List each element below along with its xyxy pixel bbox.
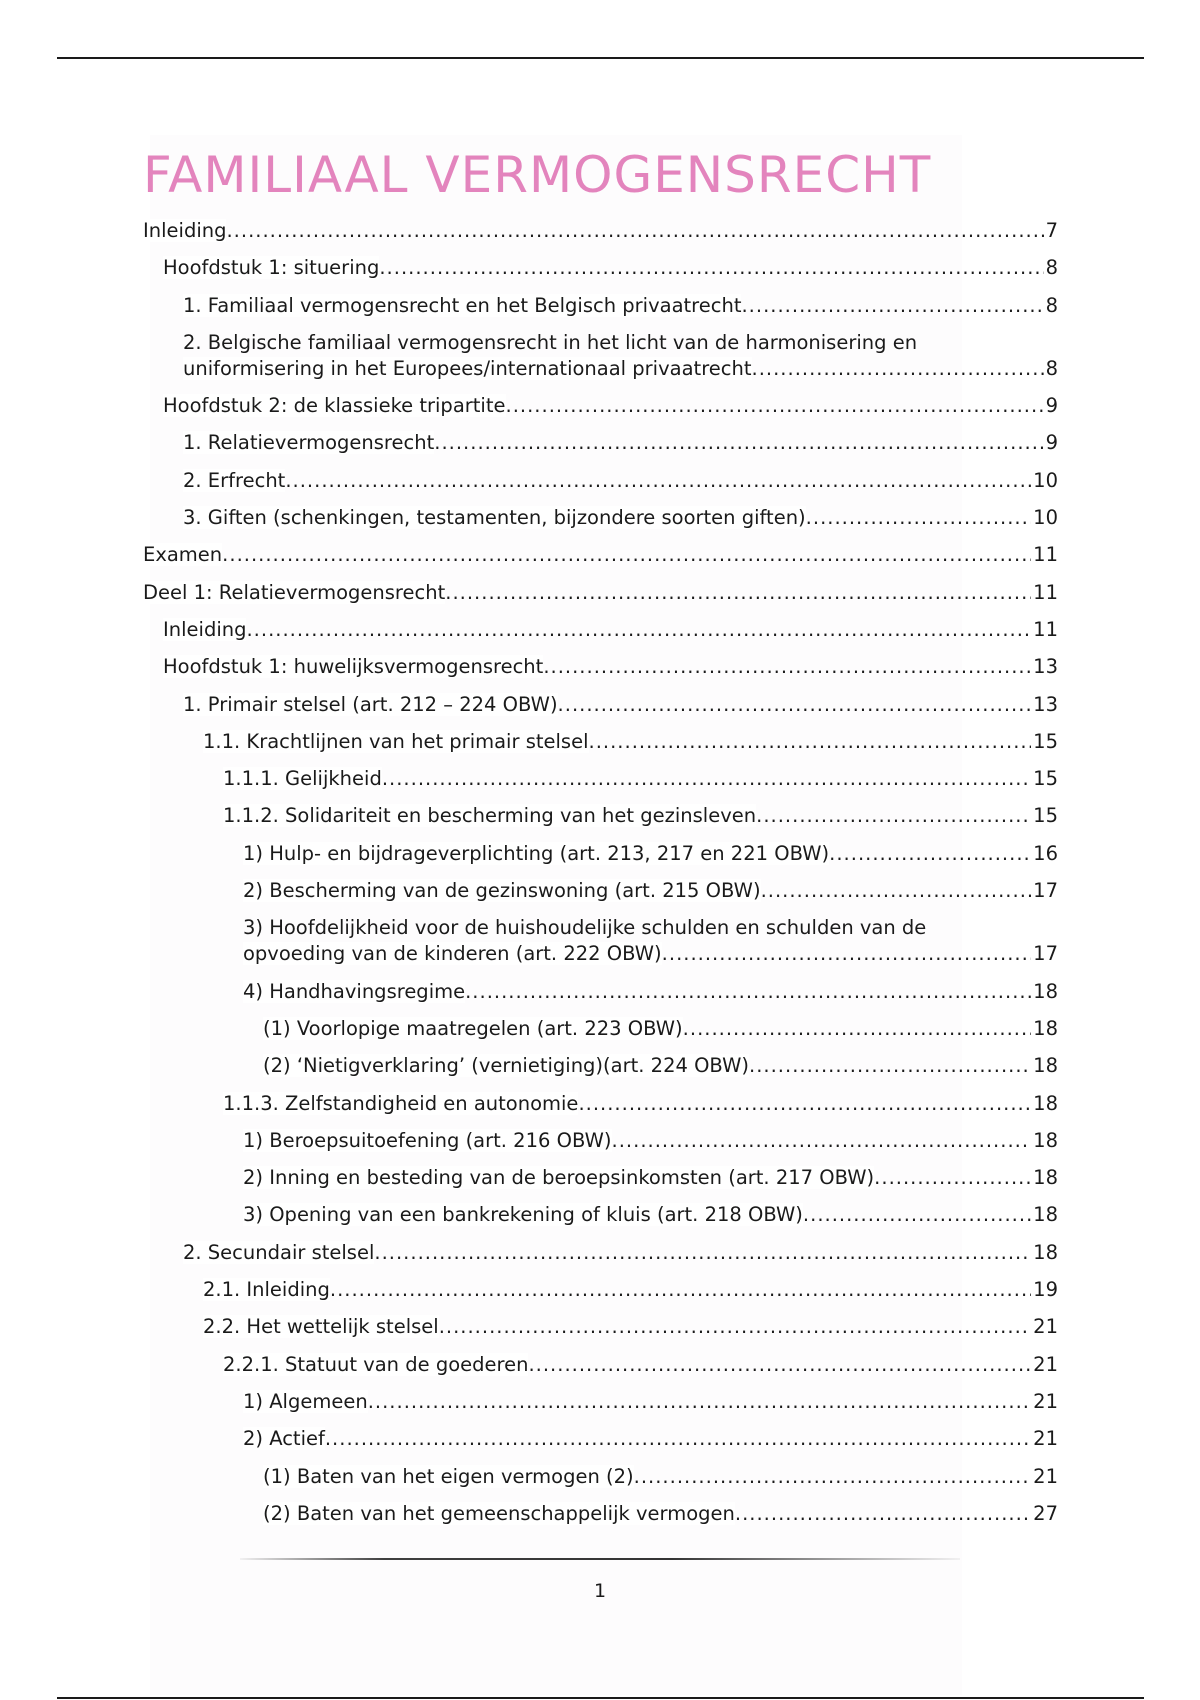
- toc-entry-label: 1) Beroepsuitoefening (art. 216 OBW): [243, 1128, 612, 1152]
- toc-entry-label: Hoofdstuk 2: de klassieke tripartite: [163, 394, 506, 418]
- toc-entry-label: (1) Baten van het eigen vermogen (2): [263, 1464, 634, 1488]
- toc-entry[interactable]: [143, 1389, 1058, 1415]
- toc-entry-page: 13: [1033, 655, 1058, 679]
- toc-entry-page: 10: [1033, 506, 1058, 530]
- toc-entry-page: 21: [1033, 1315, 1058, 1339]
- toc-entry-label: 1) Hulp- en bijdrageverplichting (art. 213, 217 en 221 OBW): [243, 841, 830, 865]
- toc-entry[interactable]: [143, 803, 1058, 829]
- toc-entry[interactable]: [143, 468, 1058, 494]
- toc-entry-label: 2.2.1. Statuut van de goederen: [223, 1352, 529, 1376]
- toc-entry-label: Hoofdstuk 1: huwelijksvermogensrecht: [163, 655, 544, 679]
- toc-entry-page: 15: [1033, 804, 1058, 828]
- toc-entry-page: 18: [1033, 1203, 1058, 1227]
- toc-entry-label: (2) ‘Nietigverklaring’ (vernietiging)(art. 224 OBW): [263, 1054, 749, 1078]
- toc-entry[interactable]: [143, 1053, 1058, 1079]
- table-of-contents: [143, 218, 1058, 1538]
- toc-entry-label: 3) Opening van een bankrekening of kluis (art. 218 OBW): [243, 1203, 803, 1227]
- toc-entry-page: 18: [1033, 979, 1058, 1003]
- toc-entry[interactable]: [143, 330, 1058, 382]
- toc-entry[interactable]: [143, 1091, 1058, 1117]
- toc-entry-label: 2. Belgische familiaal vermogensrecht in het licht van de harmonisering en: [183, 330, 918, 354]
- toc-entry-page: 16: [1033, 841, 1058, 865]
- toc-entry-label: 2) Bescherming van de gezinswoning (art. 215 OBW): [243, 879, 761, 903]
- toc-entry[interactable]: [143, 1426, 1058, 1452]
- toc-entry-page: 8: [1045, 293, 1058, 317]
- toc-entry[interactable]: [143, 1501, 1058, 1527]
- toc-entry-page: 9: [1045, 431, 1058, 455]
- toc-entry-label: 1) Algemeen: [243, 1389, 368, 1413]
- toc-entry[interactable]: [143, 766, 1058, 792]
- toc-entry[interactable]: [143, 393, 1058, 419]
- toc-entry-label: 2.1. Inleiding: [203, 1278, 330, 1302]
- toc-entry-label: 3. Giften (schenkingen, testamenten, bijzondere soorten giften): [183, 506, 806, 530]
- footer-rule: [240, 1558, 960, 1560]
- toc-entry-page: 18: [1033, 1091, 1058, 1115]
- toc-entry-page: 7: [1045, 219, 1058, 242]
- top-rule: [57, 57, 1144, 59]
- toc-entry[interactable]: [143, 878, 1058, 904]
- toc-entry-label: 1.1. Krachtlijnen van het primair stelsel: [203, 729, 589, 753]
- toc-entry-label: Hoofdstuk 1: situering: [163, 256, 380, 280]
- toc-entry-label: 2. Erfrecht: [183, 468, 286, 492]
- toc-entry-label: 1. Primair stelsel (art. 212 – 224 OBW): [183, 692, 558, 716]
- toc-entry-page: 18: [1033, 1166, 1058, 1190]
- toc-entry[interactable]: [143, 255, 1058, 281]
- toc-entry-page: 13: [1033, 692, 1058, 716]
- toc-entry[interactable]: [143, 1352, 1058, 1378]
- toc-entry[interactable]: [143, 1128, 1058, 1154]
- toc-entry-page: 27: [1033, 1501, 1058, 1525]
- toc-entry[interactable]: [143, 915, 1058, 967]
- toc-entry-label: Deel 1: Relatievermogensrecht: [143, 580, 446, 604]
- toc-entry-page: 17: [1033, 942, 1058, 966]
- toc-entry[interactable]: [143, 1016, 1058, 1042]
- toc-entry[interactable]: [143, 1202, 1058, 1228]
- toc-entry[interactable]: [143, 729, 1058, 755]
- toc-entry-label: 1.1.2. Solidariteit en bescherming van het gezinsleven: [223, 804, 757, 828]
- toc-entry-label: 2) Actief: [243, 1427, 325, 1451]
- toc-entry-label: 1.1.3. Zelfstandigheid en autonomie: [223, 1091, 579, 1115]
- toc-entry[interactable]: [143, 1165, 1058, 1191]
- toc-entry-label: 4) Handhavingsregime: [243, 979, 466, 1003]
- page-number: 1: [593, 1580, 607, 1602]
- toc-entry[interactable]: [143, 1277, 1058, 1303]
- toc-entry[interactable]: [143, 617, 1058, 643]
- toc-entry-label: (2) Baten van het gemeenschappelijk vermogen: [263, 1501, 735, 1525]
- toc-entry[interactable]: [143, 542, 1058, 568]
- toc-entry-page: 18: [1033, 1128, 1058, 1152]
- toc-entry-label: Examen: [143, 543, 223, 567]
- toc-entry-label: 2. Secundair stelsel: [183, 1240, 375, 1264]
- toc-entry-page: 21: [1033, 1464, 1058, 1488]
- bottom-rule: [57, 1697, 1144, 1699]
- toc-entry-label: 1. Familiaal vermogensrecht en het Belgisch privaatrecht: [183, 293, 742, 317]
- toc-entry-page: 18: [1033, 1054, 1058, 1078]
- toc-entry-label: Inleiding: [143, 219, 227, 242]
- toc-entry-page: 21: [1033, 1352, 1058, 1376]
- document-title: FAMILIAAL VERMOGENSRECHT: [143, 146, 932, 204]
- toc-entry-page: 18: [1033, 1016, 1058, 1040]
- toc-entry-page: 15: [1033, 767, 1058, 791]
- toc-entry-page: 9: [1045, 394, 1058, 418]
- toc-entry-page: 11: [1033, 617, 1058, 641]
- toc-entry-page: 11: [1033, 543, 1058, 567]
- toc-entry[interactable]: [143, 979, 1058, 1005]
- toc-entry-page: 21: [1033, 1427, 1058, 1451]
- toc-entry[interactable]: [143, 505, 1058, 531]
- toc-entry-label-continued: uniformisering in het Europees/internationaal privaatrecht: [183, 356, 752, 380]
- toc-entry[interactable]: [143, 293, 1058, 319]
- toc-entry-page: 8: [1045, 356, 1058, 380]
- toc-entry-page: 21: [1033, 1389, 1058, 1413]
- toc-entry-label: 2.2. Het wettelijk stelsel: [203, 1315, 439, 1339]
- toc-entry-label: 3) Hoofdelijkheid voor de huishoudelijke schulden en schulden van de: [243, 916, 927, 940]
- toc-entry-page: 15: [1033, 729, 1058, 753]
- toc-entry-page: 19: [1033, 1278, 1058, 1302]
- toc-entry[interactable]: [143, 218, 1058, 244]
- toc-entry-label-continued: opvoeding van de kinderen (art. 222 OBW): [243, 942, 662, 966]
- toc-entry-label: (1) Voorlopige maatregelen (art. 223 OBW): [263, 1016, 683, 1040]
- toc-entry[interactable]: [143, 654, 1058, 680]
- toc-entry-page: 18: [1033, 1240, 1058, 1264]
- toc-entry-label: Inleiding: [163, 617, 247, 641]
- toc-entry-label: 1.1.1. Gelijkheid: [223, 767, 382, 791]
- toc-entry-label: 2) Inning en besteding van de beroepsinkomsten (art. 217 OBW): [243, 1166, 875, 1190]
- toc-entry[interactable]: [143, 841, 1058, 867]
- toc-entry[interactable]: [143, 692, 1058, 718]
- toc-entry-page: 8: [1045, 256, 1058, 280]
- toc-entry[interactable]: [143, 580, 1058, 606]
- toc-entry-page: 17: [1033, 879, 1058, 903]
- toc-entry-page: 10: [1033, 468, 1058, 492]
- toc-entry[interactable]: [143, 430, 1058, 456]
- toc-entry-page: 11: [1033, 580, 1058, 604]
- toc-entry[interactable]: [143, 1240, 1058, 1266]
- toc-entry[interactable]: [143, 1314, 1058, 1340]
- toc-entry[interactable]: [143, 1464, 1058, 1490]
- toc-entry-label: 1. Relatievermogensrecht: [183, 431, 435, 455]
